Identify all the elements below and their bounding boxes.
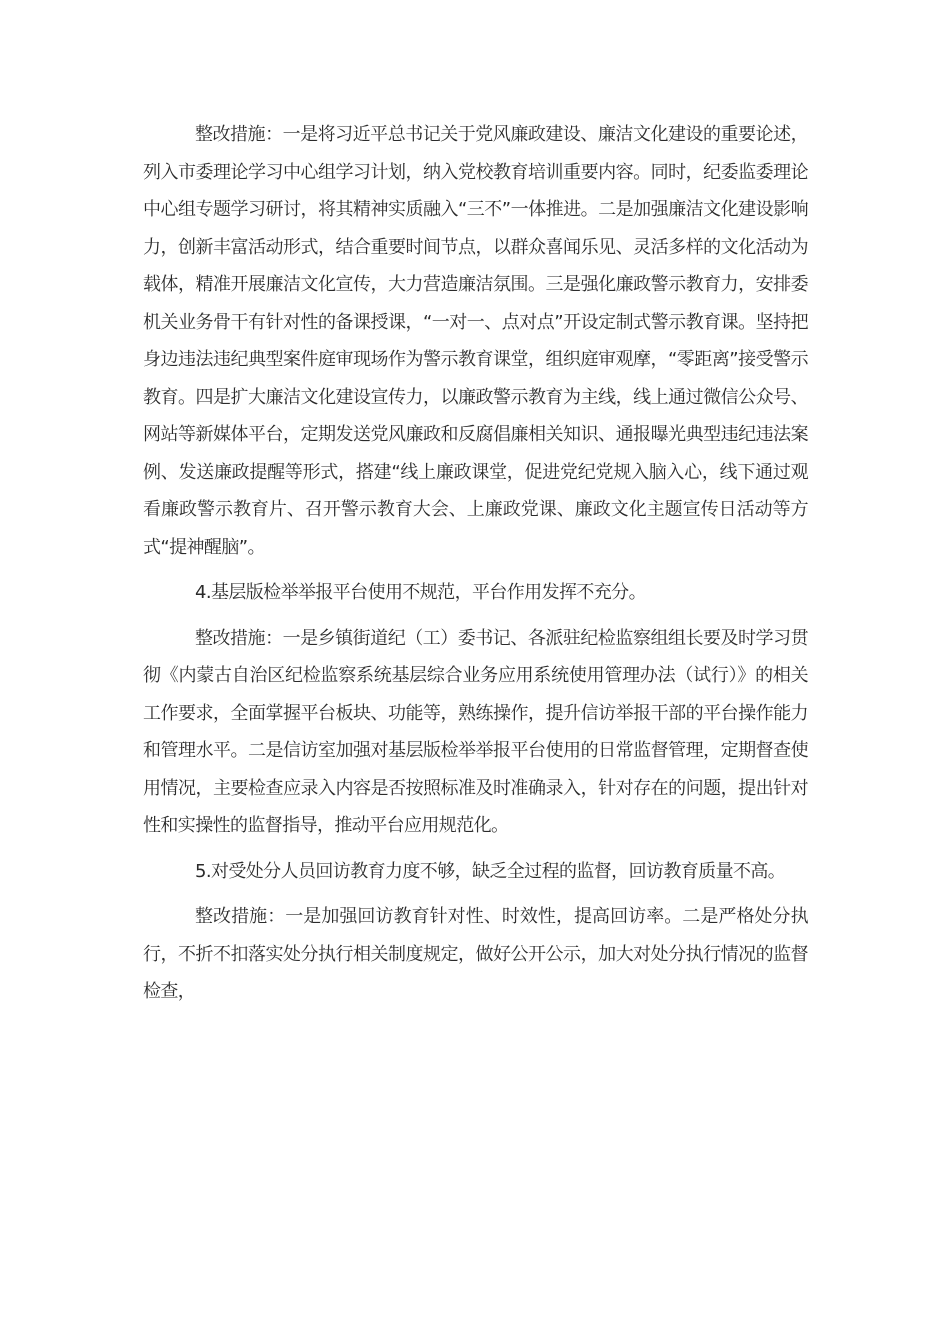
document-body <box>143 116 808 1019</box>
paragraph-issue-5: 5.对受处分人员回访教育力度不够，缺乏全过程的监督，回访教育质量不高。 <box>195 860 786 882</box>
paragraph-rectification-measures-5: 整改措施：一是加强回访教育针对性、时效性，提高回访率。二是严格处分执行，不折不扣落实处分执行相关制度规定，做好公开公示，加大对处分执行情况的监督检查， <box>143 906 808 1002</box>
paragraph-issue-4: 4.基层版检举举报平台使用不规范，平台作用发挥不充分。 <box>195 582 646 603</box>
paragraph-rectification-measures-3: 整改措施：一是将习近平总书记关于党风廉政建设、廉洁文化建设的重要论述，列入市委理论学习中心组学习计划，纳入党校教育培训重要内容。同时，纪委监委理论中心组专题学习研讨，将其精神实质融入“三不”一体推进。二是加强廉洁文化建设影响力，创新丰富活动形式，结合重要时间节点，以群众喜闻乐见、灵活多样的文化活动为载体，精准开展廉洁文化宣传，大力营造廉洁氛围。三是强化廉政警示教育力，安排委机关业务骨干有针对性的备课授课，“一对一、点对点”开设定制式警示教育课。坚持把身边违法违纪典型案件庭审现场作为警示教育课堂，组织庭审观摩，“零距离”接受警示教育。四是扩大廉洁文化建设宣传力，以廉政警示教育为主线，线上通过微信公众号、网站等新媒体平台，定期发送党风廉政和反腐倡廉相关知识、通报曝光典型违纪违法案例、发送廉政提醒等形式，搭建“线上廉政课堂，促进党纪党规入脑入心，线下通过观看廉政警示教育片、召开警示教育大会、上廉政党课、廉政文化主题宣传日活动等方式“提神醒脑”。 <box>143 124 808 558</box>
paragraph-rectification-measures-4: 整改措施：一是乡镇街道纪（工）委书记、各派驻纪检监察组组长要及时学习贯彻《内蒙古自治区纪检监察系统基层综合业务应用系统使用管理办法（试行）》的相关工作要求，全面掌握平台板块、功能等，熟练操作，提升信访举报干部的平台操作能力和管理水平。二是信访室加强对基层版检举举报平台使用的日常监督管理，定期督查使用情况，主要检查应录入内容是否按照标准及时准确录入，针对存在的问题，提出针对性和实操性的监督指导，推动平台应用规范化。 <box>143 627 808 836</box>
